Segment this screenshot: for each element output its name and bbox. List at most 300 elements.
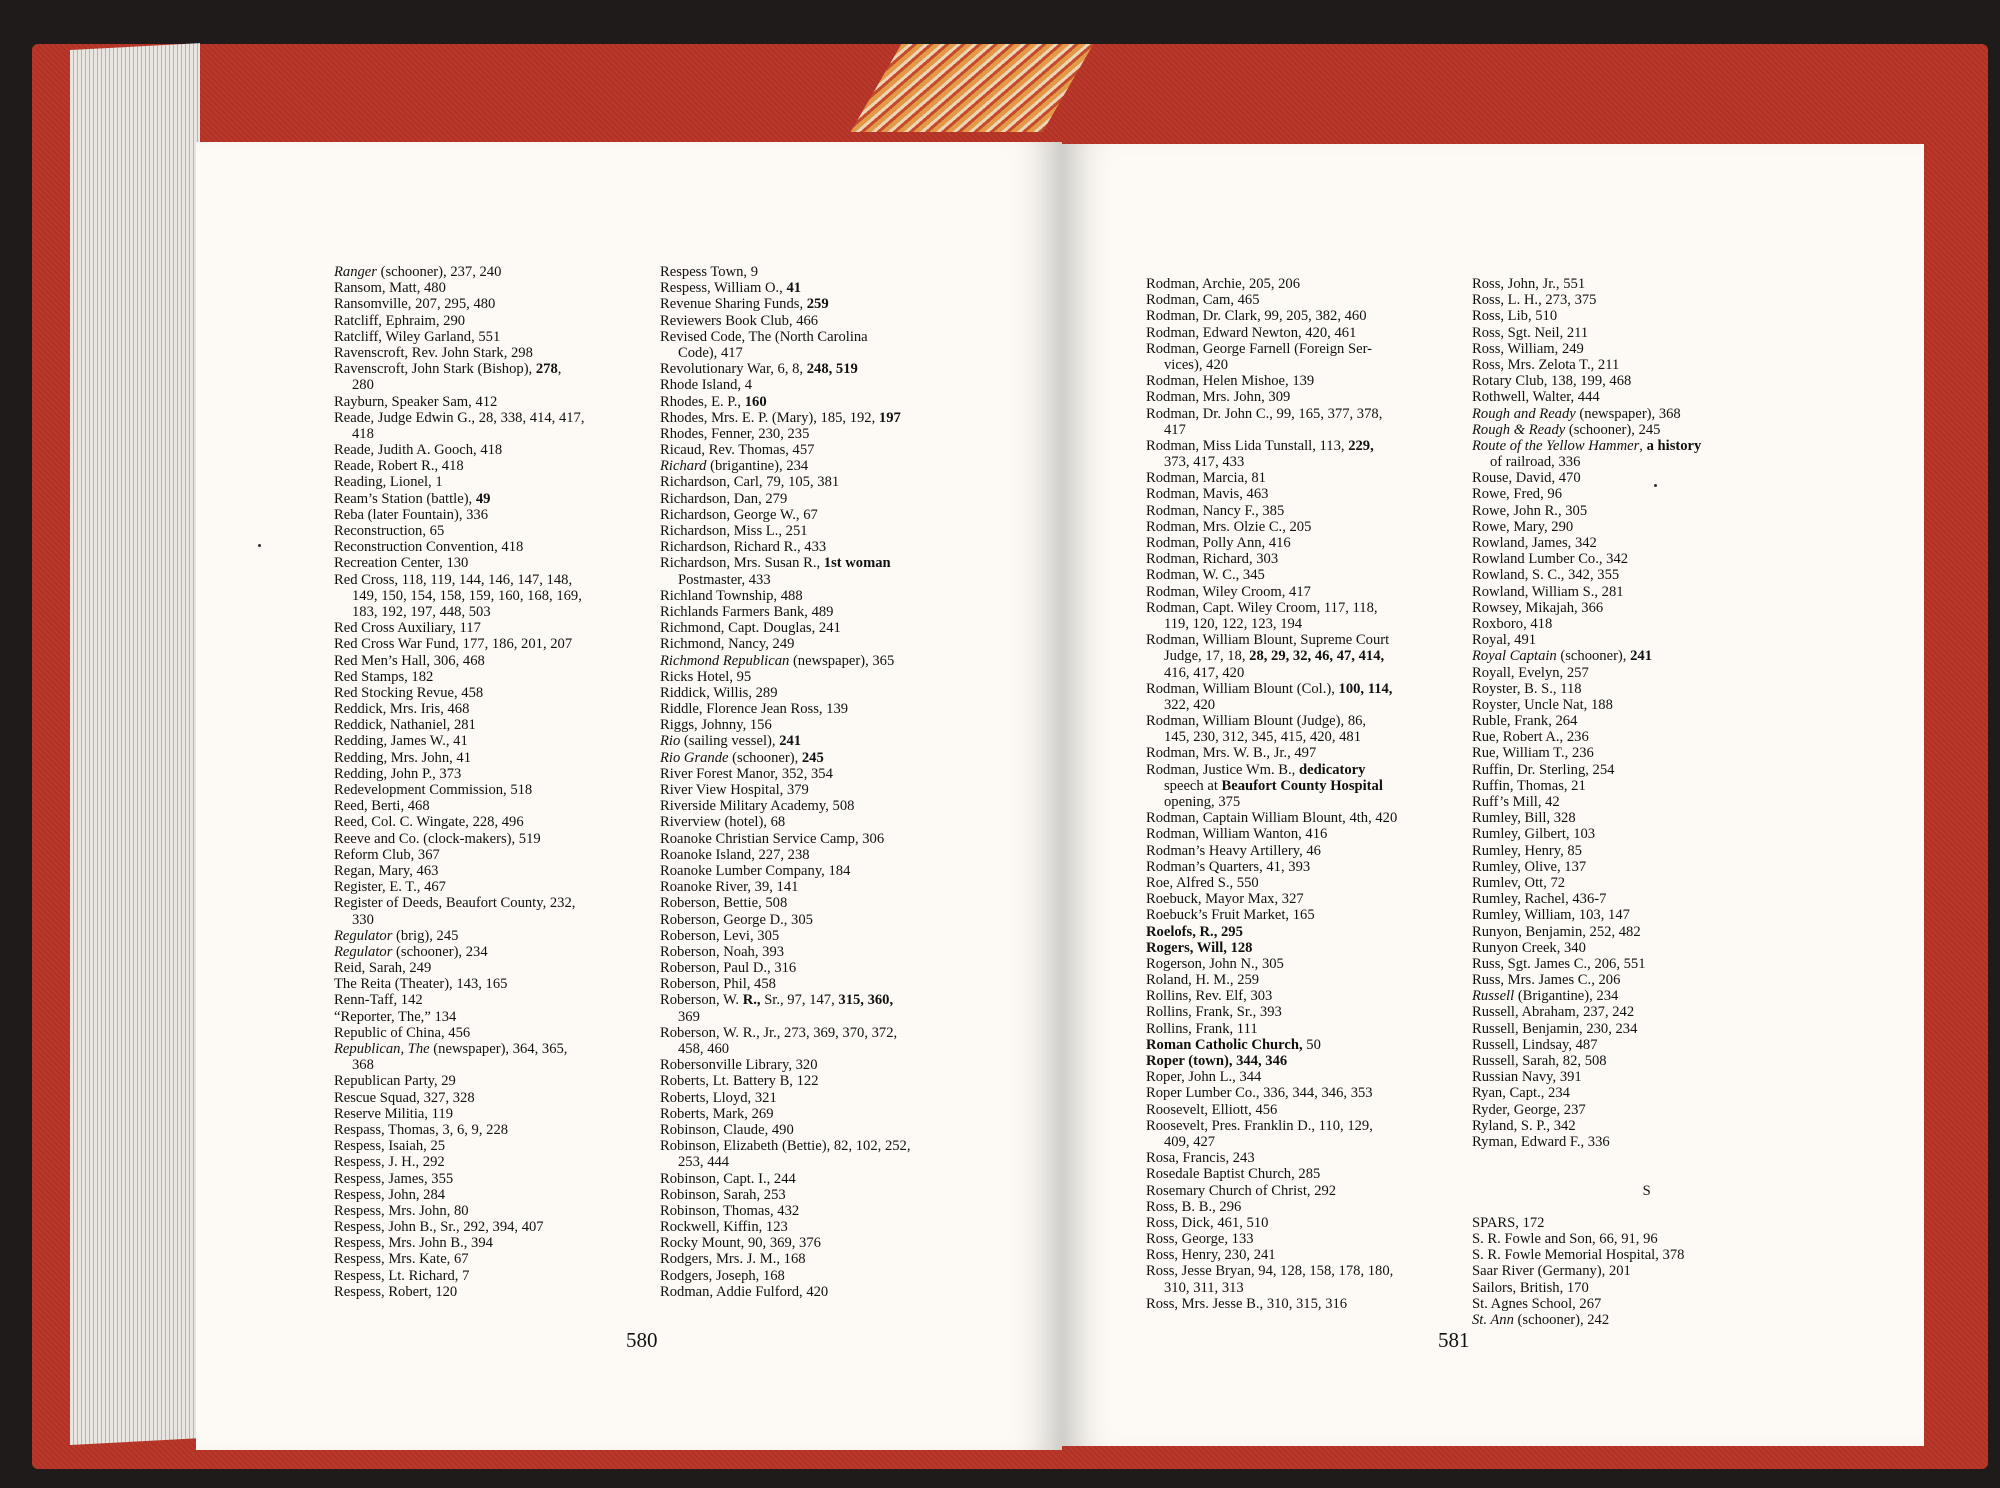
page-right (1062, 144, 1924, 1446)
entry-text: Route of the Yellow Hammer (1472, 437, 1640, 454)
index-entry (660, 1138, 911, 1154)
entry-text: Ross, B. B., 296 (1146, 1198, 1242, 1215)
index-entry (660, 733, 911, 749)
entry-text: Rio Grande (660, 749, 729, 766)
entry-text: Respess, James, 355 (334, 1170, 454, 1187)
index-entry (334, 1284, 585, 1300)
index-entry (334, 879, 585, 895)
index-entry (1472, 454, 1701, 470)
index-entry (1146, 389, 1397, 405)
margin-mark (1654, 484, 1657, 487)
index-entry (660, 345, 911, 361)
index-entry (660, 1106, 911, 1122)
index-entry (334, 1251, 585, 1267)
index-entry (1472, 972, 1701, 988)
entry-text: Richardson, Carl, 79, 105, 381 (660, 474, 840, 491)
index-entry (334, 1219, 585, 1235)
entry-text: Richlands Farmers Bank, 489 (660, 603, 834, 620)
index-entry (1146, 875, 1397, 891)
index-entry (334, 1268, 585, 1284)
index-entry (334, 960, 585, 976)
index-entry (1146, 406, 1397, 422)
entry-text: dedicatory (1298, 761, 1366, 778)
entry-text: Redding, John P., 373 (334, 765, 462, 782)
entry-text: Rayburn, Speaker Sam, 412 (334, 393, 498, 410)
index-entry (660, 523, 911, 539)
entry-text: Rumlev, Ott, 72 (1472, 874, 1566, 891)
entry-text: River Forest Manor, 352, 354 (660, 765, 833, 782)
entry-text: 278 (535, 361, 558, 378)
index-entry (660, 701, 911, 717)
entry-text: 373, 417, 433 (1164, 454, 1245, 471)
margin-mark (258, 544, 261, 547)
entry-text: R., (742, 992, 761, 1009)
index-entry (660, 653, 911, 669)
index-entry (660, 976, 911, 992)
index-entry (660, 782, 911, 798)
index-entry (1472, 1053, 1701, 1069)
index-entry (1472, 470, 1701, 486)
entry-text: Royal, 491 (1472, 632, 1537, 649)
entry-text: Rothwell, Walter, 444 (1472, 389, 1600, 406)
index-entry (660, 863, 911, 879)
index-entry (1472, 373, 1701, 389)
index-entry (1146, 1037, 1397, 1053)
entry-text: Rodman, Dr. Clark, 99, 205, 382, 460 (1146, 308, 1367, 325)
index-entry (1146, 357, 1397, 373)
page-number-right: 581 (1438, 1328, 1470, 1352)
entry-text: 417 (1164, 421, 1186, 438)
index-entry (1472, 1134, 1701, 1150)
index-entry (1146, 373, 1397, 389)
index-entry (334, 1057, 585, 1073)
index-entry (1146, 438, 1397, 454)
index-entry (1146, 1118, 1397, 1134)
index-entry (1146, 907, 1397, 923)
entry-text: Riggs, Johnny, 156 (660, 717, 772, 734)
index-entry (1472, 794, 1701, 810)
entry-text: Reba (later Fountain), 336 (334, 506, 489, 523)
entry-text: Rodman, Dr. John C., 99, 165, 377, 378, (1146, 405, 1383, 422)
entry-text: Richmond, Nancy, 249 (660, 636, 795, 653)
entry-text: Rogerson, John N., 305 (1146, 955, 1284, 972)
index-entry (334, 507, 585, 523)
entry-text: Republican, The (334, 1041, 430, 1057)
index-entry (334, 912, 585, 928)
entry-text: (schooner), 237, 240 (376, 264, 502, 280)
index-entry (1472, 891, 1701, 907)
entry-text: Robersonville Library, 320 (660, 1057, 818, 1074)
entry-text: Roland, H. M., 259 (1146, 972, 1260, 989)
index-entry (660, 960, 911, 976)
index-entry (334, 1025, 585, 1041)
entry-text: Rowland, James, 342 (1472, 535, 1597, 551)
entry-text: Rhode Island, 4 (660, 377, 753, 394)
entry-text: 330 (352, 911, 374, 928)
entry-text: Rodman, Richard, 303 (1146, 551, 1279, 568)
index-entry (660, 329, 911, 345)
entry-text: 49 (475, 490, 491, 507)
index-entry (1472, 276, 1701, 292)
entry-text: Riverview (hotel), 68 (660, 814, 786, 831)
entry-text: speech at (1164, 777, 1222, 794)
index-entry (660, 458, 911, 474)
index-entry (334, 1187, 585, 1203)
entry-text: 1st woman (823, 555, 891, 572)
index-entry (1146, 616, 1397, 632)
index-entry (1146, 551, 1397, 567)
entry-text: Reid, Sarah, 249 (334, 960, 432, 977)
entry-text: The Reita (Theater), 143, 165 (334, 976, 508, 993)
index-entry (660, 442, 911, 458)
entry-text: Robinson, Claude, 490 (660, 1121, 794, 1138)
index-entry (1472, 341, 1701, 357)
entry-text: Roberts, Lloyd, 321 (660, 1089, 777, 1106)
entry-text: Rodman, Captain William Blount, 4th, 420 (1146, 810, 1398, 827)
entry-text: Rue, Robert A., 236 (1472, 729, 1589, 746)
entry-text: Ricaud, Rev. Thomas, 457 (660, 442, 815, 459)
entry-text: S. R. Fowle Memorial Hospital, 378 (1472, 1247, 1685, 1264)
entry-text: Roberson, Bettie, 508 (660, 895, 788, 912)
entry-text: Rumley, Bill, 328 (1472, 810, 1576, 827)
entry-text: St. Ann (1472, 1312, 1514, 1328)
entry-text: 41 (786, 280, 802, 297)
index-entry (1472, 940, 1701, 956)
entry-text: Rowe, John R., 305 (1472, 502, 1588, 519)
entry-text: (schooner), 245 (1565, 421, 1661, 438)
index-entry (660, 1171, 911, 1187)
index-entry (334, 345, 585, 361)
entry-text: “Reporter, The,” 134 (334, 1008, 457, 1025)
index-entry (1472, 567, 1701, 583)
index-entry (334, 410, 585, 426)
entry-text: Rodman, Helen Mishoe, 139 (1146, 373, 1315, 390)
entry-text: Regulator (334, 943, 393, 960)
entry-text: Reed, Col. C. Wingate, 228, 496 (334, 814, 524, 831)
entry-text: Rowland Lumber Co., 342 (1472, 551, 1629, 568)
index-entry (334, 636, 585, 652)
index-entry (1146, 1296, 1397, 1312)
entry-text: Rodman, George Farnell (Foreign Ser- (1146, 340, 1372, 357)
index-entry (334, 895, 585, 911)
entry-text: 245 (801, 749, 824, 766)
index-entry (1146, 1069, 1397, 1085)
entry-text: Ruffin, Thomas, 21 (1472, 777, 1586, 794)
index-column-2 (660, 264, 911, 1300)
index-entry (660, 1235, 911, 1251)
entry-text: Rodman, William Wanton, 416 (1146, 826, 1328, 843)
entry-text: Red Stocking Revue, 458 (334, 684, 484, 701)
entry-text: S. R. Fowle and Son, 66, 91, 96 (1472, 1231, 1658, 1248)
index-entry (1146, 567, 1397, 583)
index-entry (1146, 826, 1397, 842)
index-entry (1146, 584, 1397, 600)
entry-text: Richmond Republican (660, 652, 790, 669)
index-entry (1472, 308, 1701, 324)
entry-text: River View Hospital, 379 (660, 782, 809, 798)
entry-text: Ravenscroft, Rev. John Stark, 298 (334, 344, 533, 361)
index-entry (660, 1284, 911, 1300)
entry-text: Saar River (Germany), 201 (1472, 1263, 1631, 1280)
index-entry (660, 1154, 911, 1170)
index-entry (1146, 422, 1397, 438)
entry-text: Roosevelt, Pres. Franklin D., 110, 129, (1146, 1117, 1373, 1134)
entry-text: 280 (352, 377, 374, 394)
entry-text: Rodgers, Mrs. J. M., 168 (660, 1251, 806, 1268)
entry-text: Rodman, William Blount (Judge), 86, (1146, 713, 1367, 730)
index-entry (660, 944, 911, 960)
entry-text: Rocky Mount, 90, 369, 376 (660, 1235, 821, 1252)
entry-text: Respess, Mrs. John B., 394 (334, 1235, 493, 1252)
index-entry (1146, 681, 1397, 697)
entry-text: Respess, Mrs. John, 80 (334, 1202, 469, 1219)
index-entry (1146, 292, 1397, 308)
entry-text: Rescue Squad, 327, 328 (334, 1089, 475, 1106)
index-entry (1146, 1199, 1397, 1215)
entry-text: Rodman, Cam, 465 (1146, 292, 1260, 309)
index-entry (334, 685, 585, 701)
index-column-3 (1146, 276, 1397, 1312)
page-number-left: 580 (626, 1328, 658, 1352)
index-entry (334, 928, 585, 944)
index-entry (1146, 843, 1397, 859)
index-entry (1146, 1085, 1397, 1101)
entry-text: Rough and Ready (1472, 405, 1576, 422)
index-entry (660, 1268, 911, 1284)
index-entry (1472, 778, 1701, 794)
entry-text: Rodman, Miss Lida Tunstall, 113, (1146, 437, 1349, 454)
index-entry (1472, 729, 1701, 745)
index-entry (1472, 1166, 1701, 1182)
entry-text: Roebuck, Mayor Max, 327 (1146, 891, 1304, 908)
index-entry (1472, 600, 1701, 616)
index-entry (1146, 276, 1397, 292)
index-entry (1472, 1296, 1701, 1312)
entry-text: Red Cross Auxiliary, 117 (334, 620, 481, 637)
index-entry (334, 653, 585, 669)
entry-text: 253, 444 (678, 1154, 730, 1171)
entry-text: Ross, Jesse Bryan, 94, 128, 158, 178, 180, (1146, 1263, 1394, 1280)
index-entry (334, 474, 585, 490)
index-entry (334, 604, 585, 620)
index-entry (660, 280, 911, 296)
entry-text: Rhodes, Mrs. E. P. (Mary), 185, 192, (660, 409, 879, 426)
index-entry (660, 1122, 911, 1138)
entry-text: Russ, Mrs. James C., 206 (1472, 972, 1621, 989)
entry-text: Ross, George, 133 (1146, 1231, 1254, 1248)
index-entry (660, 912, 911, 928)
index-entry (1472, 697, 1701, 713)
entry-text: Respess, Isaiah, 25 (334, 1138, 446, 1155)
entry-text: Richardson, Mrs. Susan R., (660, 555, 824, 572)
entry-text: 416, 417, 420 (1164, 664, 1245, 681)
index-entry (1146, 486, 1397, 502)
entry-text: Riverside Military Academy, 508 (660, 798, 855, 815)
index-entry (334, 572, 585, 588)
entry-text: SPARS, 172 (1472, 1214, 1545, 1231)
index-entry (334, 976, 585, 992)
index-entry (1146, 1280, 1397, 1296)
index-entry (334, 555, 585, 571)
entry-text: Rodman, Edward Newton, 420, 461 (1146, 324, 1357, 341)
entry-text: Reviewers Book Club, 466 (660, 312, 819, 329)
entry-text: 241 (779, 733, 802, 750)
entry-text: St. Agnes School, 267 (1472, 1295, 1602, 1312)
entry-text: Richland Township, 488 (660, 587, 803, 604)
entry-text: vices), 420 (1164, 356, 1229, 373)
index-entry (1146, 341, 1397, 357)
index-entry (660, 1041, 911, 1057)
entry-text: Register, E. T., 467 (334, 879, 446, 896)
entry-text: Rodgers, Joseph, 168 (660, 1267, 785, 1284)
entry-text: Richardson, Richard R., 433 (660, 539, 827, 556)
index-entry (334, 1138, 585, 1154)
entry-text: Rodman, Mrs. Olzie C., 205 (1146, 518, 1312, 535)
index-entry (1472, 956, 1701, 972)
index-entry (1472, 535, 1701, 551)
index-entry (334, 847, 585, 863)
entry-text: Ratcliff, Ephraim, 290 (334, 312, 466, 329)
entry-text: Reading, Lionel, 1 (334, 474, 443, 491)
entry-text: Rotary Club, 138, 199, 468 (1472, 373, 1632, 390)
index-entry (1472, 713, 1701, 729)
entry-text: Sailors, British, 170 (1472, 1279, 1589, 1296)
index-entry (660, 1203, 911, 1219)
entry-text: 368 (352, 1057, 374, 1074)
entry-text: Roelofs, R., 295 (1146, 923, 1243, 940)
index-entry (334, 831, 585, 847)
index-entry (1472, 875, 1701, 891)
index-entry (1472, 1280, 1701, 1296)
entry-text: 145, 230, 312, 345, 415, 420, 481 (1164, 729, 1362, 746)
index-entry (660, 1009, 911, 1025)
index-entry (1146, 1004, 1397, 1020)
index-entry (660, 831, 911, 847)
index-entry (334, 458, 585, 474)
index-entry (1472, 519, 1701, 535)
entry-text: Rhodes, Fenner, 230, 235 (660, 425, 810, 442)
index-entry (1472, 745, 1701, 761)
entry-text: Rodman, Mrs. John, 309 (1146, 389, 1291, 406)
entry-text: Roanoke Christian Service Camp, 306 (660, 830, 885, 847)
index-entry (660, 491, 911, 507)
index-entry (1146, 1134, 1397, 1150)
index-entry (660, 264, 911, 280)
entry-text: Red Cross, 118, 119, 144, 146, 147, 148, (334, 571, 573, 588)
index-entry (1472, 422, 1701, 438)
entry-text: Rowland, S. C., 342, 355 (1472, 567, 1620, 584)
entry-text: Rodman, Mrs. W. B., Jr., 497 (1146, 745, 1317, 762)
index-entry (334, 523, 585, 539)
index-entry (1472, 1247, 1701, 1263)
entry-text: Redding, Mrs. John, 41 (334, 749, 472, 766)
entry-text: Ricks Hotel, 95 (660, 668, 752, 685)
index-entry (1146, 632, 1397, 648)
entry-text: Roper (town), 344, 346 (1146, 1053, 1288, 1069)
entry-text: Ruble, Frank, 264 (1472, 713, 1578, 730)
entry-text: Respess, Robert, 120 (334, 1283, 458, 1300)
entry-text: 160 (744, 393, 767, 410)
index-entry (334, 329, 585, 345)
index-entry (1146, 454, 1397, 470)
index-entry (660, 572, 911, 588)
index-entry (1472, 632, 1701, 648)
index-entry (1472, 357, 1701, 373)
entry-text: Register of Deeds, Beaufort County, 232, (334, 895, 576, 912)
entry-text: 259 (806, 296, 829, 313)
entry-text: , (557, 361, 562, 378)
entry-text: 248, 519 (806, 361, 858, 378)
entry-text: Rollins, Frank, Sr., 393 (1146, 1004, 1282, 1021)
index-entry (1146, 1231, 1397, 1247)
entry-text: Respass, Thomas, 3, 6, 9, 228 (334, 1121, 509, 1138)
index-entry (660, 620, 911, 636)
index-column-4 (1472, 276, 1701, 1328)
index-entry (1472, 584, 1701, 600)
entry-text: Rumley, Olive, 137 (1472, 858, 1587, 875)
entry-text: Redevelopment Commission, 518 (334, 782, 533, 798)
entry-text: Ross, Sgt. Neil, 211 (1472, 324, 1589, 341)
index-entry (1472, 907, 1701, 923)
entry-text: Richardson, Dan, 279 (660, 490, 788, 507)
entry-text: Rowe, Fred, 96 (1472, 486, 1562, 503)
index-entry (1472, 810, 1701, 826)
entry-text: 28, 29, 32, 46, 47, 414, (1249, 648, 1385, 665)
entry-text: Republic of China, 456 (334, 1024, 471, 1041)
index-entry (660, 1219, 911, 1235)
entry-text: Ross, Lib, 510 (1472, 308, 1558, 325)
entry-text: Russell (1472, 988, 1515, 1005)
entry-text: 409, 427 (1164, 1133, 1216, 1150)
entry-text: Rio (660, 733, 681, 750)
entry-text: Ryman, Edward F., 336 (1472, 1133, 1610, 1150)
index-entry (1472, 325, 1701, 341)
entry-text: Ross, John, Jr., 551 (1472, 276, 1586, 292)
entry-text: (newspaper), 368 (1575, 405, 1681, 422)
entry-text: Robinson, Thomas, 432 (660, 1202, 800, 1219)
entry-text: Revised Code, The (North Carolina (660, 328, 868, 345)
entry-text: 418 (352, 425, 374, 442)
entry-text: Recreation Center, 130 (334, 555, 469, 572)
entry-text: opening, 375 (1164, 794, 1241, 810)
index-entry (334, 798, 585, 814)
index-entry (334, 280, 585, 296)
index-entry (1146, 1263, 1397, 1279)
entry-text: Roberts, Lt. Battery B, 122 (660, 1073, 819, 1090)
entry-text: 241 (1630, 648, 1652, 665)
index-entry (1472, 1004, 1701, 1020)
entry-text: Rosa, Francis, 243 (1146, 1150, 1255, 1167)
entry-text: Ross, Mrs. Zelota T., 211 (1472, 356, 1620, 373)
index-entry (660, 750, 911, 766)
index-entry (334, 766, 585, 782)
entry-text: Rollins, Frank, 111 (1146, 1020, 1258, 1037)
entry-text: Reconstruction Convention, 418 (334, 539, 524, 556)
entry-text: Red Stamps, 182 (334, 668, 434, 685)
index-entry (1472, 648, 1701, 664)
page-edges (70, 43, 200, 1445)
entry-text: Ross, Henry, 230, 241 (1146, 1247, 1276, 1264)
entry-text: Richardson, George W., 67 (660, 506, 818, 523)
entry-text: Reade, Judge Edwin G., 28, 338, 414, 417, (334, 409, 585, 426)
entry-text: Roper Lumber Co., 336, 344, 346, 353 (1146, 1085, 1373, 1102)
entry-text: 229, (1348, 437, 1374, 454)
index-entry (1472, 551, 1701, 567)
index-entry (660, 507, 911, 523)
entry-text: 310, 311, 313 (1164, 1279, 1244, 1296)
index-entry (1146, 648, 1397, 664)
index-entry (1472, 389, 1701, 405)
